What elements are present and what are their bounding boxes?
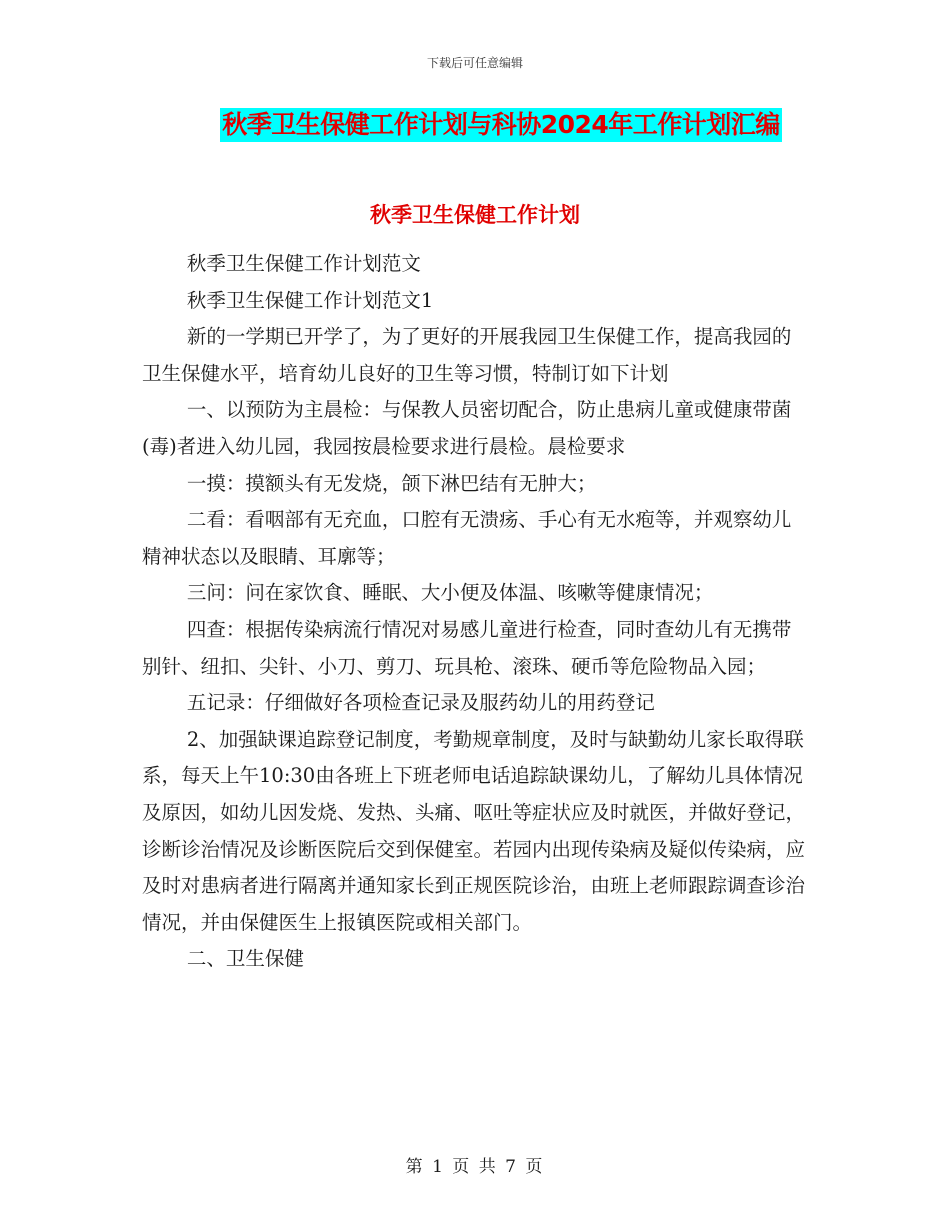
document-title: 秋季卫生保健工作计划与科协2024年工作计划汇编 [220,108,782,142]
paragraph: 一摸：摸额头有无发烧，颌下淋巴结有无肿大； [186,471,597,495]
document-title-wrap [0,108,950,142]
paragraph: 二、卫生保健 [186,947,304,971]
paragraph: 新的一学期已开学了，为了更好的开展我园卫生保健工作，提高我园的卫生保健水平，培育幼儿良好的卫生等习惯，特制订如下计划 [142,325,792,385]
body-text [142,246,808,978]
paragraph: 秋季卫生保健工作计划范文1 [186,288,434,312]
paragraph: 四查：根据传染病流行情况对易感儿童进行检查，同时查幼儿有无携带别针、纽扣、尖针、小刀、剪刀、玩具枪、滚珠、硬币等危险物品入园； [142,617,792,678]
paragraph: 秋季卫生保健工作计划范文 [186,252,421,275]
section-title: 秋季卫生保健工作计划 [370,203,580,227]
paragraph: 二看：看咽部有无充血，口腔有无溃疡、手心有无水疱等，并观察幼儿精神状态以及眼睛、耳廓等； [142,508,792,568]
paragraph: 三问：问在家饮食、睡眠、大小便及体温、咳嗽等健康情况； [186,581,714,605]
header-note: 下载后可任意编辑 [426,56,523,70]
paragraph: 2、加强缺课追踪登记制度，考勤规章制度，及时与缺勤幼儿家长取得联系，每天上午10:30由各班上下班老师电话追踪缺课幼儿，了解幼儿具体情况及原因，如幼儿因发烧、发热、头痛、呕吐等症状应及时就医，并做好登记，诊断诊治情况及诊断医院后交到保健室。若园内出现传染病及疑似传染病，应及时对患病者进行隔离并通知家长到正规医院诊治，由班上老师跟踪调查诊治情况，并由保健医生上报镇医院或相关部门。 [142,727,806,934]
paragraph: 一、以预防为主晨检：与保教人员密切配合，防止患病儿童或健康带菌(毒)者进入幼儿园，我园按晨检要求进行晨检。晨检要求 [142,398,792,458]
paragraph: 五记录：仔细做好各项检查记录及服药幼儿的用药登记 [186,691,655,715]
page-footer: 第 1 页 共 7 页 [405,1157,545,1177]
